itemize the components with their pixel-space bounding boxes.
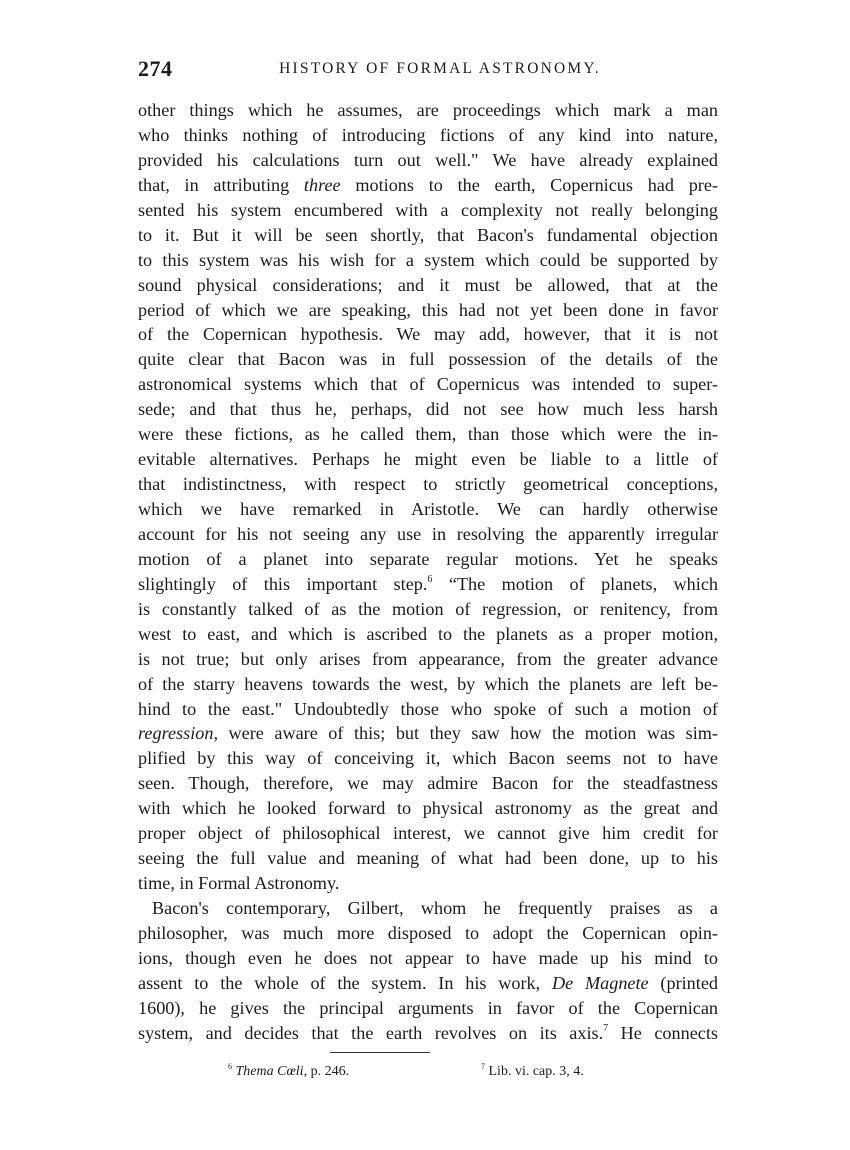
text-line (138, 173, 718, 198)
text-run: slightingly of this important step. (138, 573, 428, 594)
running-head: HISTORY OF FORMAL ASTRONOMY. (279, 60, 601, 77)
text-run: that, in attributing (138, 174, 304, 195)
italic-run: regression, (138, 723, 218, 744)
text-line: of the starry heavens towards the west, by which the planets are left be- (138, 673, 718, 694)
footnote-6 (228, 1064, 349, 1080)
text-line: west to east, and which is ascribed to the planets as a proper motion, (138, 623, 718, 644)
body-text (138, 98, 718, 1046)
footnote-text: Lib. vi. cap. 3, 4. (485, 1064, 584, 1079)
text-line (138, 1021, 718, 1046)
italic-run: three (303, 174, 341, 195)
footnote-ref-6: 6 (427, 573, 433, 585)
text-line: plified by this way of conceiving it, which Bacon seems not to have (138, 748, 718, 769)
text-line: other things which he assumes, are proceedings which mark a man (138, 100, 718, 120)
text-run: were aware of this; but they saw how the motion was sim- (218, 723, 718, 744)
text-line: were these fictions, as he called them, than those which were the in- (138, 424, 718, 445)
text-run: “The motion of planets, which (432, 573, 718, 594)
footnote-ref: p. 246. (307, 1064, 350, 1079)
footnote-mark: 7 (481, 1062, 485, 1071)
footnote-divider (330, 1052, 430, 1053)
text-run: system, and decides that the earth revolves on its axis. (138, 1022, 604, 1043)
text-line (138, 721, 718, 746)
text-line: period of which we are speaking, this had not yet been done in favor (138, 299, 718, 320)
text-line: sede; and that thus he, perhaps, did not see how much less harsh (138, 399, 718, 420)
text-line: astronomical systems which that of Copernicus was intended to super- (138, 374, 718, 395)
text-line: is not true; but only arises from appearance, from the greater advance (138, 648, 718, 669)
text-line: philosopher, was much more disposed to adopt the Copernican opin- (138, 922, 718, 943)
footnotes (228, 1064, 648, 1084)
text-line: evitable alternatives. Perhaps he might even be liable to a little of (138, 449, 718, 470)
text-line: 1600), he gives the principal arguments in favor of the Copernican (138, 997, 718, 1018)
text-line: to it. But it will be seen shortly, that Bacon's fundamental objection (138, 224, 718, 245)
text-line: hind to the east." Undoubtedly those who spoke of such a motion of (138, 698, 718, 719)
text-line: sound physical considerations; and it must be allowed, that at the (138, 274, 718, 295)
footnote-title: Thema Cœli, (235, 1064, 308, 1079)
text-line: provided his calculations turn out well." We have already explained (138, 149, 718, 170)
text-line: ions, though even he does not appear to have made up his mind to (138, 947, 718, 968)
text-line: that indistinctness, with respect to strictly geometrical conceptions, (138, 474, 718, 495)
text-line: which we have remarked in Aristotle. We can hardly otherwise (138, 499, 718, 519)
footnote-7 (481, 1064, 584, 1080)
text-line: proper object of philosophical interest, we cannot give him credit for (138, 823, 718, 844)
page-number: 274 (138, 56, 173, 81)
text-line: account for his not seeing any use in resolving the apparently irregular (138, 523, 718, 544)
page-header (138, 56, 718, 86)
text-line: sented his system encumbered with a complexity not really belonging (138, 199, 718, 220)
text-line: who thinks nothing of introducing fictions of any kind into nature, (138, 124, 718, 145)
text-line: motion of a planet into separate regular motions. Yet he speaks (138, 548, 718, 569)
text-line: time, in Formal Astronomy. (138, 873, 340, 894)
text-line: with which he looked forward to physical astronomy as the great and (138, 798, 718, 819)
text-line: of the Copernican hypothesis. We may add, however, that it is not (138, 324, 718, 345)
text-line: seen. Though, therefore, we may admire Bacon for the steadfastness (138, 773, 718, 794)
text-line: is constantly talked of as the motion of regression, or renitency, from (138, 598, 718, 619)
italic-run: De Magnete (551, 972, 649, 993)
footnote-mark: 6 (228, 1062, 232, 1071)
text-run: motions to the earth, Copernicus had pre- (340, 174, 718, 195)
text-line: to this system was his wish for a system which could be supported by (138, 249, 718, 270)
text-line (138, 572, 718, 597)
text-run: He connects (608, 1022, 718, 1043)
text-line: quite clear that Bacon was in full possession of the details of the (138, 349, 718, 370)
text-line: Bacon's contemporary, Gilbert, whom he frequently praises as a (152, 898, 718, 918)
text-line: seeing the full value and meaning of what had been done, up to his (138, 848, 718, 869)
text-line: assent to the whole of the system. In his work, De Magnete (printed (138, 972, 718, 993)
footnote-ref-7: 7 (603, 1022, 609, 1034)
